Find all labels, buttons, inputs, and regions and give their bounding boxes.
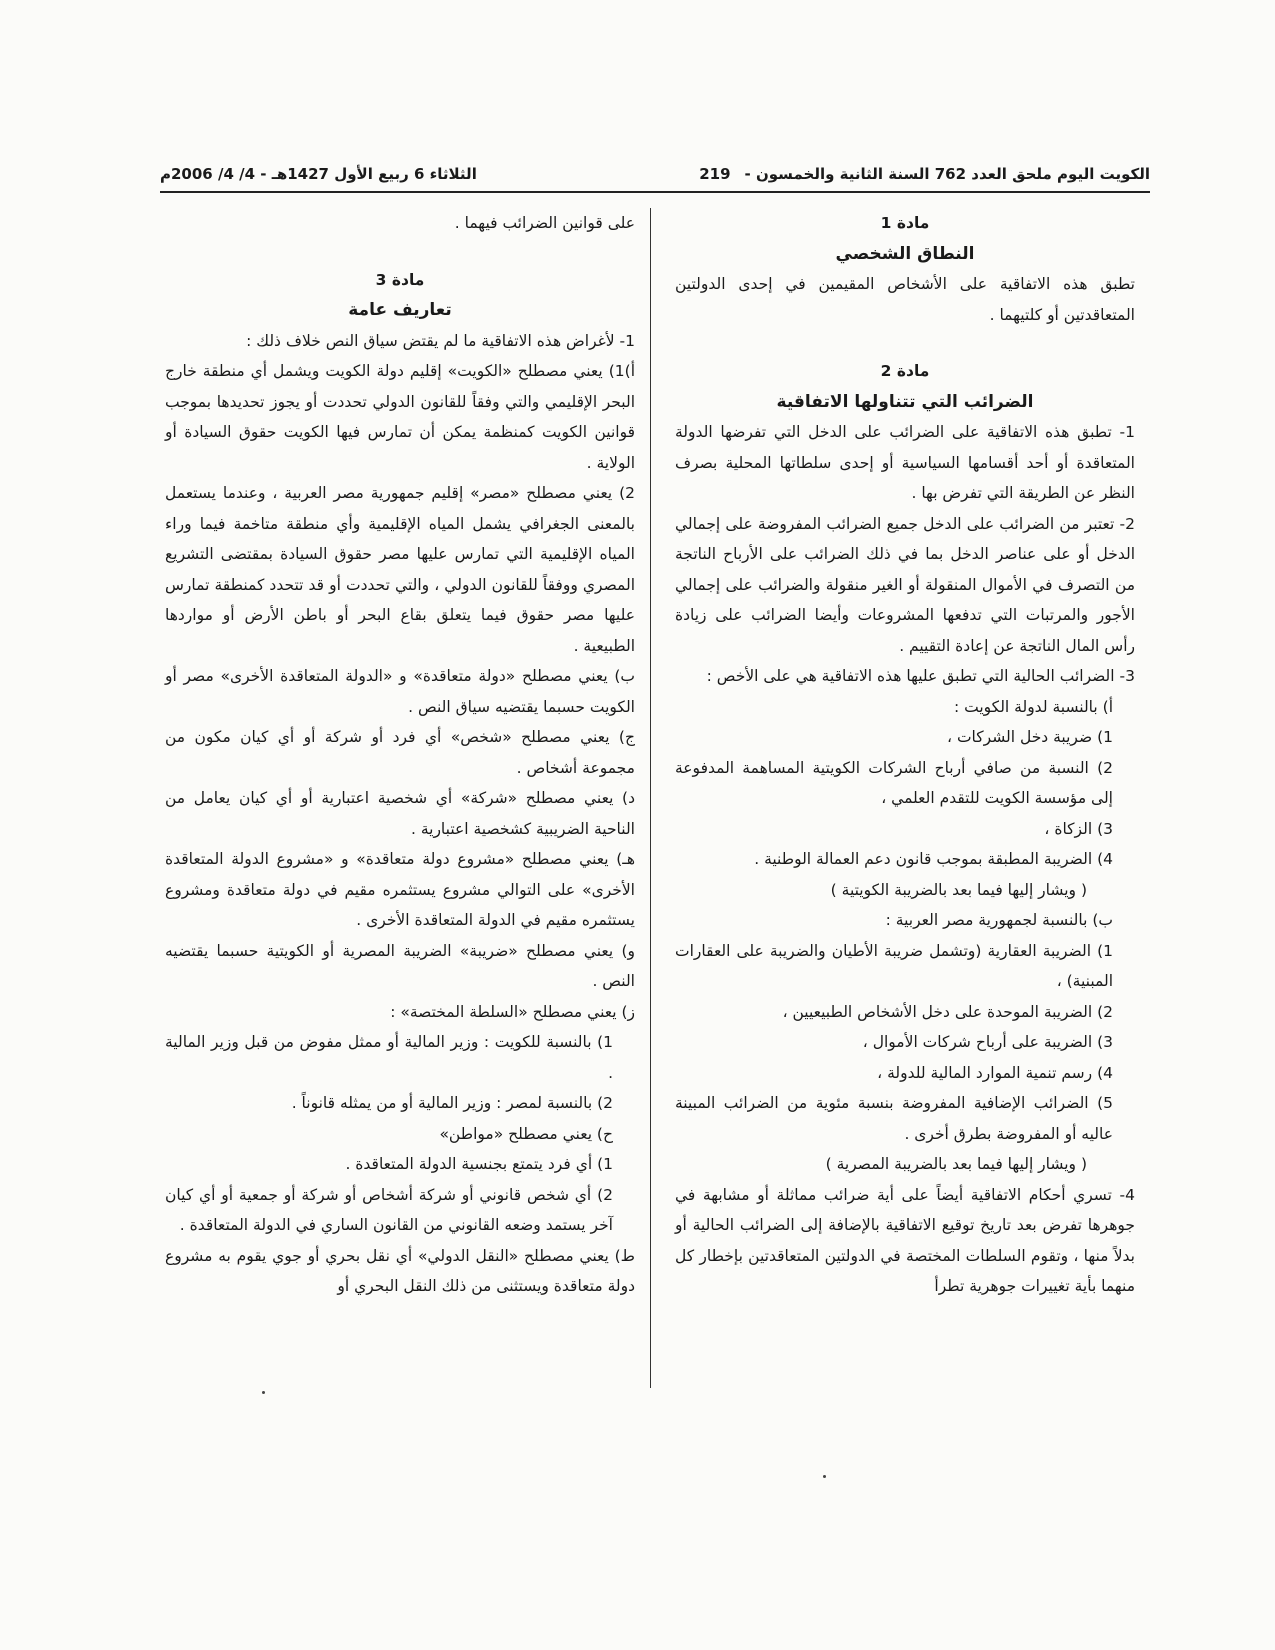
kuwait-tax-4: 4) الضريبة المطبقة بموجب قانون دعم العمالة الوطنية . [754,850,1113,868]
national-legal-person: 2) أي شخص قانوني أو شركة أشخاص أو شركة أو جمعية أو أي كيان آخر يستمد وضعه القانوني من القانون الساري في الدولة المتعاقدة . [165,1185,613,1234]
article-2-paragraph-3: 3- الضرائب الحالية التي تطبق عليها هذه الاتفاقية هي على الأخص : [706,667,1135,685]
article-3-number: مادة 3 [375,270,425,289]
right-column [675,208,1135,1302]
scan-speck [823,1475,826,1478]
article-3-intro: 1- لأغراض هذه الاتفاقية ما لم يقتض سياق النص خلاف ذلك : [246,331,635,350]
egypt-tax-3: 3) الضريبة على أرباح شركات الأموال ، [862,1033,1113,1051]
definition-company: د) يعني مصطلح «شركة» أي شخصية اعتبارية أو أي كيان يعامل من الناحية الضريبية كشخصية اعتبارية . [165,789,635,838]
header-publication-text: الكويت اليوم ملحق العدد 762 السنة الثانية والخمسون - [744,165,1150,183]
page-number: 219 [699,165,731,183]
definition-egypt: 2) يعني مصطلح «مصر» إقليم جمهورية مصر العربية ، وعندما يستعمل بالمعنى الجغرافي يشمل المياه الإقليمية وأي منطقة متاخمة فيما وراء المياه الإقليمية التي تمارس عليها مصر حقوق السيادة بمقتضى التشريع المصري ووفقاً للقانون الدولي ، والتي تحددت أو قد تتحدد كمنطقة تمارس عليها مصر حقوق فيما يتعلق بقاع البحر أو باطن الأرض أو مواردها الطبيعية . [165,484,635,655]
definition-competent-authority: ز) يعني مصطلح «السلطة المختصة» : [390,1002,635,1021]
kuwait-tax-3: 3) الزكاة ، [1044,819,1113,838]
continuation-text: على قوانين الضرائب فيهما . [454,214,635,232]
article-2-paragraph-1: 1- تطبق هذه الاتفاقية على الضرائب على الدخل التي تفرضها الدولة المتعاقدة أو أحد أقسامها السياسية أو إحدى سلطاتها المحلية بصرف النظر عن الطريقة التي تفرض بها . [675,423,1135,502]
definition-international-traffic: ط) يعني مصطلح «النقل الدولي» أي نقل بحري أو جوي يقوم به مشروع دولة متعاقدة ويستثنى من ذلك النقل البحري أو [165,1246,635,1295]
egypt-taxes-heading: ب) بالنسبة لجمهورية مصر العربية : [885,911,1113,929]
page-header [160,163,1150,193]
egypt-tax-5: 5) الضرائب الإضافية المفروضة بنسبة مئوية من الضرائب المبينة عاليه أو المفروضة بطرق أخرى . [675,1094,1113,1143]
egypt-tax-reference: ( ويشار إليها فيما بعد بالضريبة المصرية ) [825,1155,1087,1173]
article-2-title: الضرائب التي تتناولها الاتفاقية [776,391,1034,412]
competent-authority-kuwait: 1) بالنسبة للكويت : وزير المالية أو ممثل مفوض من قبل وزير المالية . [165,1033,613,1082]
egypt-tax-1: 1) الضريبة العقارية (وتشمل ضريبة الأطيان والضريبة على العقارات المبنية) ، [675,941,1113,990]
competent-authority-egypt: 2) بالنسبة لمصر : وزير المالية أو من يمثله قانوناً . [291,1094,613,1112]
article-2-number: مادة 2 [880,362,930,380]
definition-person: ج) يعني مصطلح «شخص» أي فرد أو شركة أو أي كيان مكون من مجموعة أشخاص . [165,728,635,777]
kuwait-tax-2: 2) النسبة من صافي أرباح الشركات الكويتية المساهمة المدفوعة إلى مؤسسة الكويت للتقدم العلمي ، [675,758,1113,807]
left-column [165,208,635,1302]
kuwait-taxes-heading: أ) بالنسبة لدولة الكويت : [953,697,1113,716]
article-1-number: مادة 1 [880,214,930,232]
article-1-text: تطبق هذه الاتفاقية على الأشخاص المقيمين في إحدى الدولتين المتعاقدتين أو كلتيهما . [675,275,1135,324]
header-date: الثلاثاء 6 ربيع الأول 1427هـ - 4/ 4/ 2006م [160,165,477,183]
article-1-title: النطاق الشخصي [835,243,975,264]
column-divider [650,208,651,1388]
definition-tax: و) يعني مصطلح «ضريبة» الضريبة المصرية أو الكويتية حسبما يقتضيه النص . [165,941,635,990]
definition-national: ح) يعني مصطلح «مواطن» [439,1124,613,1143]
national-individual: 1) أي فرد يتمتع بجنسية الدولة المتعاقدة . [345,1155,613,1173]
kuwait-tax-1: 1) ضريبة دخل الشركات ، [947,728,1113,746]
article-2-paragraph-2: 2- تعتبر من الضرائب على الدخل جميع الضرائب المفروضة على إجمالي الدخل أو على عناصر الدخل بما في ذلك الضرائب على الأرباح الناتجة من التصرف في الأموال المنقولة أو الغير منقولة والضرائب على إجمالي الأجور والمرتبات التي تدفعها المشروعات وأيضا الضرائب على زيادة رأس المال الناتجة عن إعادة التقييم . [675,514,1135,655]
egypt-tax-4: 4) رسم تنمية الموارد المالية للدولة ، [877,1063,1113,1082]
kuwait-tax-reference: ( ويشار إليها فيما بعد بالضريبة الكويتية ) [830,880,1087,899]
definition-kuwait: أ)1) يعني مصطلح «الكويت» إقليم دولة الكويت ويشمل أي منطقة خارج البحر الإقليمي والتي وفقاً للقانون الدولي تحددت أو يجوز تحديدها بموجب قوانين الكويت كمنظمة يمكن أن تمارس فيها الكويت حقوق السيادة أو الولاية . [165,362,635,472]
scan-speck [262,1391,265,1394]
egypt-tax-2: 2) الضريبة الموحدة على دخل الأشخاص الطبيعيين ، [782,1002,1113,1021]
definition-enterprise: هـ) يعني مصطلح «مشروع دولة متعاقدة» و «مشروع الدولة المتعاقدة الأخرى» على التوالي مشروع يستثمره مقيم في دولة متعاقدة ومشروع يستثمره مقيم في الدولة المتعاقدة الأخرى . [165,850,635,929]
article-3-title: تعاريف عامة [348,300,452,320]
header-publication [685,165,1150,183]
definition-contracting-state: ب) يعني مصطلح «دولة متعاقدة» و «الدولة المتعاقدة الأخرى» مصر أو الكويت حسبما يقتضيه سياق النص . [165,667,635,716]
article-2-paragraph-4: 4- تسري أحكام الاتفاقية أيضاً على أية ضرائب مماثلة أو مشابهة في جوهرها تفرض بعد تاريخ توقيع الاتفاقية بالإضافة إلى الضرائب الحالية أو بدلاً منها ، وتقوم السلطات المختصة في الدولتين المتعاقدتين بإخطار كل منهما بأية تغييرات جوهرية تطرأ [675,1185,1135,1295]
